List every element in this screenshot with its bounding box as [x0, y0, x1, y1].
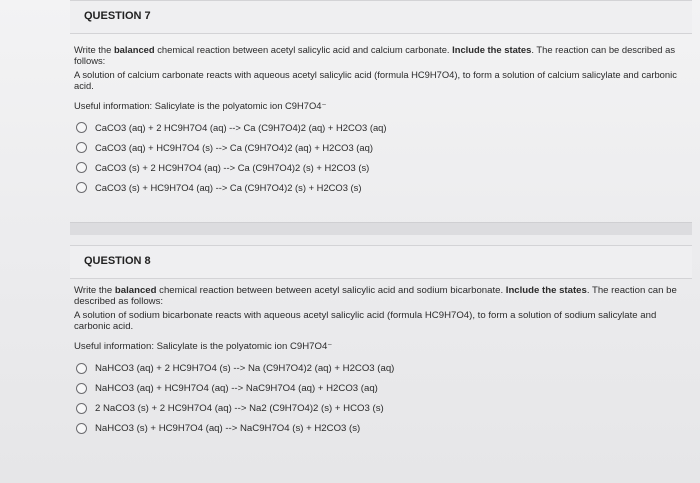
- answer-option[interactable]: [74, 157, 680, 177]
- question-8-title: QUESTION 8: [84, 255, 151, 267]
- answer-option[interactable]: [74, 177, 680, 197]
- radio-button-icon[interactable]: [76, 182, 87, 193]
- instruction-text: . The reaction can be described as follows:: [74, 285, 677, 307]
- radio-button-icon[interactable]: [76, 142, 87, 153]
- answer-option-label: CaCO3 (aq) + HC9H7O4 (s) --> Ca (C9H7O4)2 (aq) + H2CO3 (aq): [95, 141, 373, 153]
- question-7-body: [74, 44, 680, 197]
- instruction-text: chemical reaction between between acetyl salicylic acid and sodium bicarbonate.: [156, 285, 506, 296]
- answer-option[interactable]: [74, 398, 680, 418]
- radio-button-icon[interactable]: [76, 363, 87, 374]
- question-7-description: A solution of calcium carbonate reacts with aqueous acetyl salicylic acid (formula HC9H7O4), to form a solution of calcium salicylate and carbonic acid.: [74, 69, 677, 91]
- radio-button-icon[interactable]: [76, 423, 87, 434]
- answer-option[interactable]: [74, 117, 680, 137]
- answer-option-label: CaCO3 (s) + 2 HC9H7O4 (aq) --> Ca (C9H7O4)2 (s) + H2CO3 (s): [95, 161, 370, 173]
- answer-option-label: CaCO3 (aq) + 2 HC9H7O4 (aq) --> Ca (C9H7O4)2 (aq) + H2CO3 (aq): [95, 121, 387, 133]
- instruction-text: . The reaction can be described as follows:: [74, 44, 676, 66]
- question-8-body: [74, 285, 680, 438]
- instruction-text: Write the: [74, 44, 114, 55]
- question-8-description: A solution of sodium bicarbonate reacts with aqueous acetyl salicylic acid (formula HC9H7O4), to form a solution of sodium salicylate and carbonic acid.: [74, 310, 657, 332]
- question-7-header: [70, 0, 692, 34]
- answer-option-label: 2 NaCO3 (s) + 2 HC9H7O4 (aq) --> Na2 (C9H7O4)2 (s) + HCO3 (s): [95, 402, 384, 414]
- question-7-useful-info: Useful information: Salicylate is the polyatomic ion C9H7O4⁻: [74, 100, 327, 111]
- answer-option[interactable]: [74, 137, 680, 157]
- instruction-bold: Include the states: [452, 44, 532, 55]
- question-7-title: QUESTION 7: [84, 10, 151, 22]
- answer-option-label: NaHCO3 (aq) + HC9H7O4 (aq) --> NaC9H7O4 (aq) + H2CO3 (aq): [95, 382, 378, 394]
- answer-option[interactable]: [74, 358, 680, 378]
- question-8-header: [70, 245, 692, 279]
- radio-button-icon[interactable]: [76, 403, 87, 414]
- section-divider: [70, 222, 692, 235]
- answer-option[interactable]: [74, 378, 680, 398]
- answer-option-label: NaHCO3 (s) + HC9H7O4 (aq) --> NaC9H7O4 (s) + H2CO3 (s): [95, 422, 361, 434]
- question-7-instruction: [74, 44, 680, 66]
- radio-button-icon[interactable]: [76, 383, 87, 394]
- instruction-bold: balanced: [114, 285, 157, 296]
- answer-option-label: CaCO3 (s) + HC9H7O4 (aq) --> Ca (C9H7O4)2 (s) + H2CO3 (s): [95, 181, 362, 193]
- instruction-text: Write the: [74, 285, 115, 296]
- instruction-bold: balanced: [113, 44, 155, 55]
- answer-option[interactable]: [74, 418, 680, 438]
- instruction-bold: Include the states: [505, 285, 587, 296]
- radio-button-icon[interactable]: [76, 162, 87, 173]
- question-8-useful-info: Useful information: Salicylate is the polyatomic ion C9H7O4⁻: [74, 341, 333, 352]
- instruction-text: chemical reaction between acetyl salicylic acid and calcium carbonate.: [154, 44, 453, 55]
- answer-option-label: NaHCO3 (aq) + 2 HC9H7O4 (s) --> Na (C9H7O4)2 (aq) + H2CO3 (aq): [95, 362, 395, 374]
- question-8-instruction: [74, 285, 680, 307]
- radio-button-icon[interactable]: [76, 122, 87, 133]
